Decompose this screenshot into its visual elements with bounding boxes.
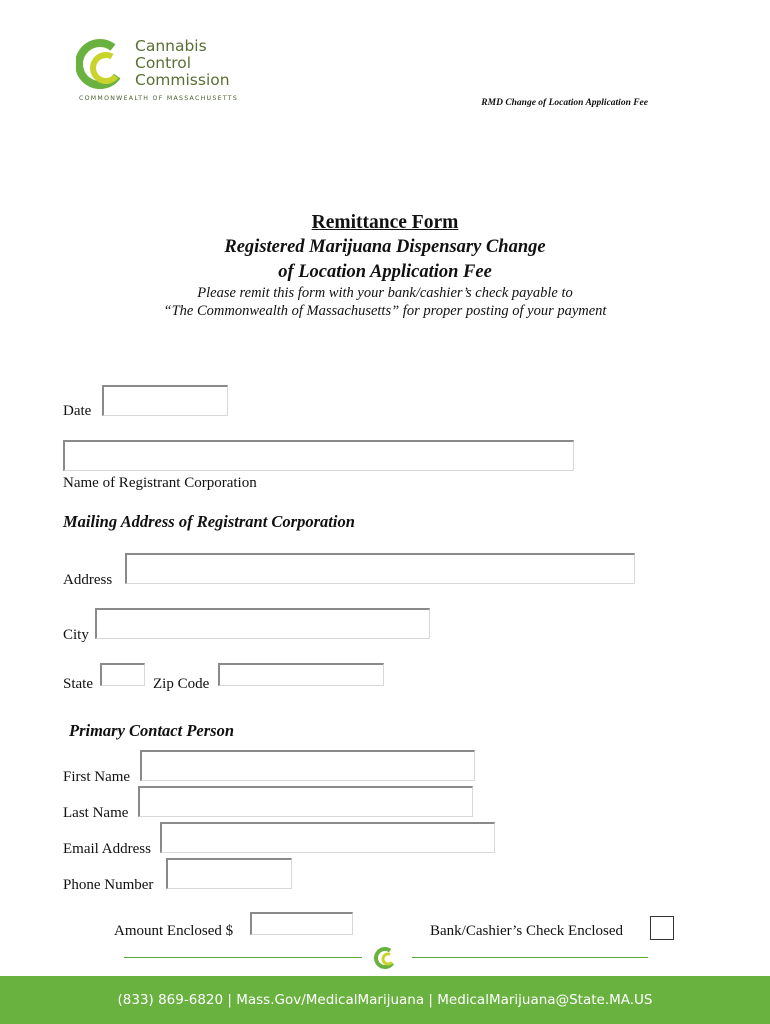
primary-contact-heading: Primary Contact Person — [69, 721, 235, 740]
header-note: RMD Change of Location Application Fee — [481, 98, 648, 108]
footer-divider-right — [412, 957, 648, 958]
email-label: Email Address — [63, 841, 151, 857]
phone-label: Phone Number — [63, 877, 154, 893]
footer-contact-text: (833) 869-6820 | Mass.Gov/MedicalMarijuana | MedicalMarijuana@State.MA.US — [117, 992, 653, 1008]
form-title: Remittance Form — [311, 212, 459, 233]
amount-enclosed-input[interactable] — [250, 912, 353, 935]
state-label: State — [63, 676, 93, 692]
city-label: City — [63, 627, 89, 643]
zip-code-label: Zip Code — [153, 676, 210, 692]
check-enclosed-label: Bank/Cashier’s Check Enclosed — [430, 923, 624, 939]
instructions-line1: Please remit this form with your bank/cashier’s check payable to — [197, 285, 573, 301]
logo-subtitle: COMMONWEALTH OF MASSACHUSETTS — [79, 95, 239, 102]
date-label: Date — [63, 403, 92, 419]
registrant-name-input[interactable] — [63, 440, 574, 471]
instructions-line2: “The Commonwealth of Massachusetts” for proper posting of your payment — [163, 303, 607, 319]
last-name-label: Last Name — [63, 805, 129, 821]
form-subtitle-line1: Registered Marijuana Dispensary Change — [224, 237, 546, 257]
last-name-input[interactable] — [138, 786, 473, 817]
amount-enclosed-label: Amount Enclosed $ — [114, 923, 234, 939]
form-subtitle-line2: of Location Application Fee — [278, 262, 492, 282]
check-enclosed-checkbox[interactable] — [650, 916, 674, 940]
city-input[interactable] — [95, 608, 430, 639]
logo-wordmark: Cannabis Control Commission — [135, 37, 230, 89]
registrant-name-label: Name of Registrant Corporation — [63, 475, 257, 491]
footer-contact-bar — [0, 976, 770, 1024]
first-name-input[interactable] — [140, 750, 475, 781]
address-label: Address — [63, 572, 113, 588]
address-input[interactable] — [125, 553, 635, 584]
footer-divider-left — [124, 957, 362, 958]
first-name-label: First Name — [63, 769, 131, 785]
phone-input[interactable] — [166, 858, 292, 889]
mailing-address-heading: Mailing Address of Registrant Corporation — [63, 512, 355, 531]
state-input[interactable] — [100, 663, 145, 686]
small-logo-icon — [373, 945, 401, 971]
email-input[interactable] — [160, 822, 495, 853]
zip-code-input[interactable] — [218, 663, 384, 686]
date-input[interactable] — [102, 385, 228, 416]
